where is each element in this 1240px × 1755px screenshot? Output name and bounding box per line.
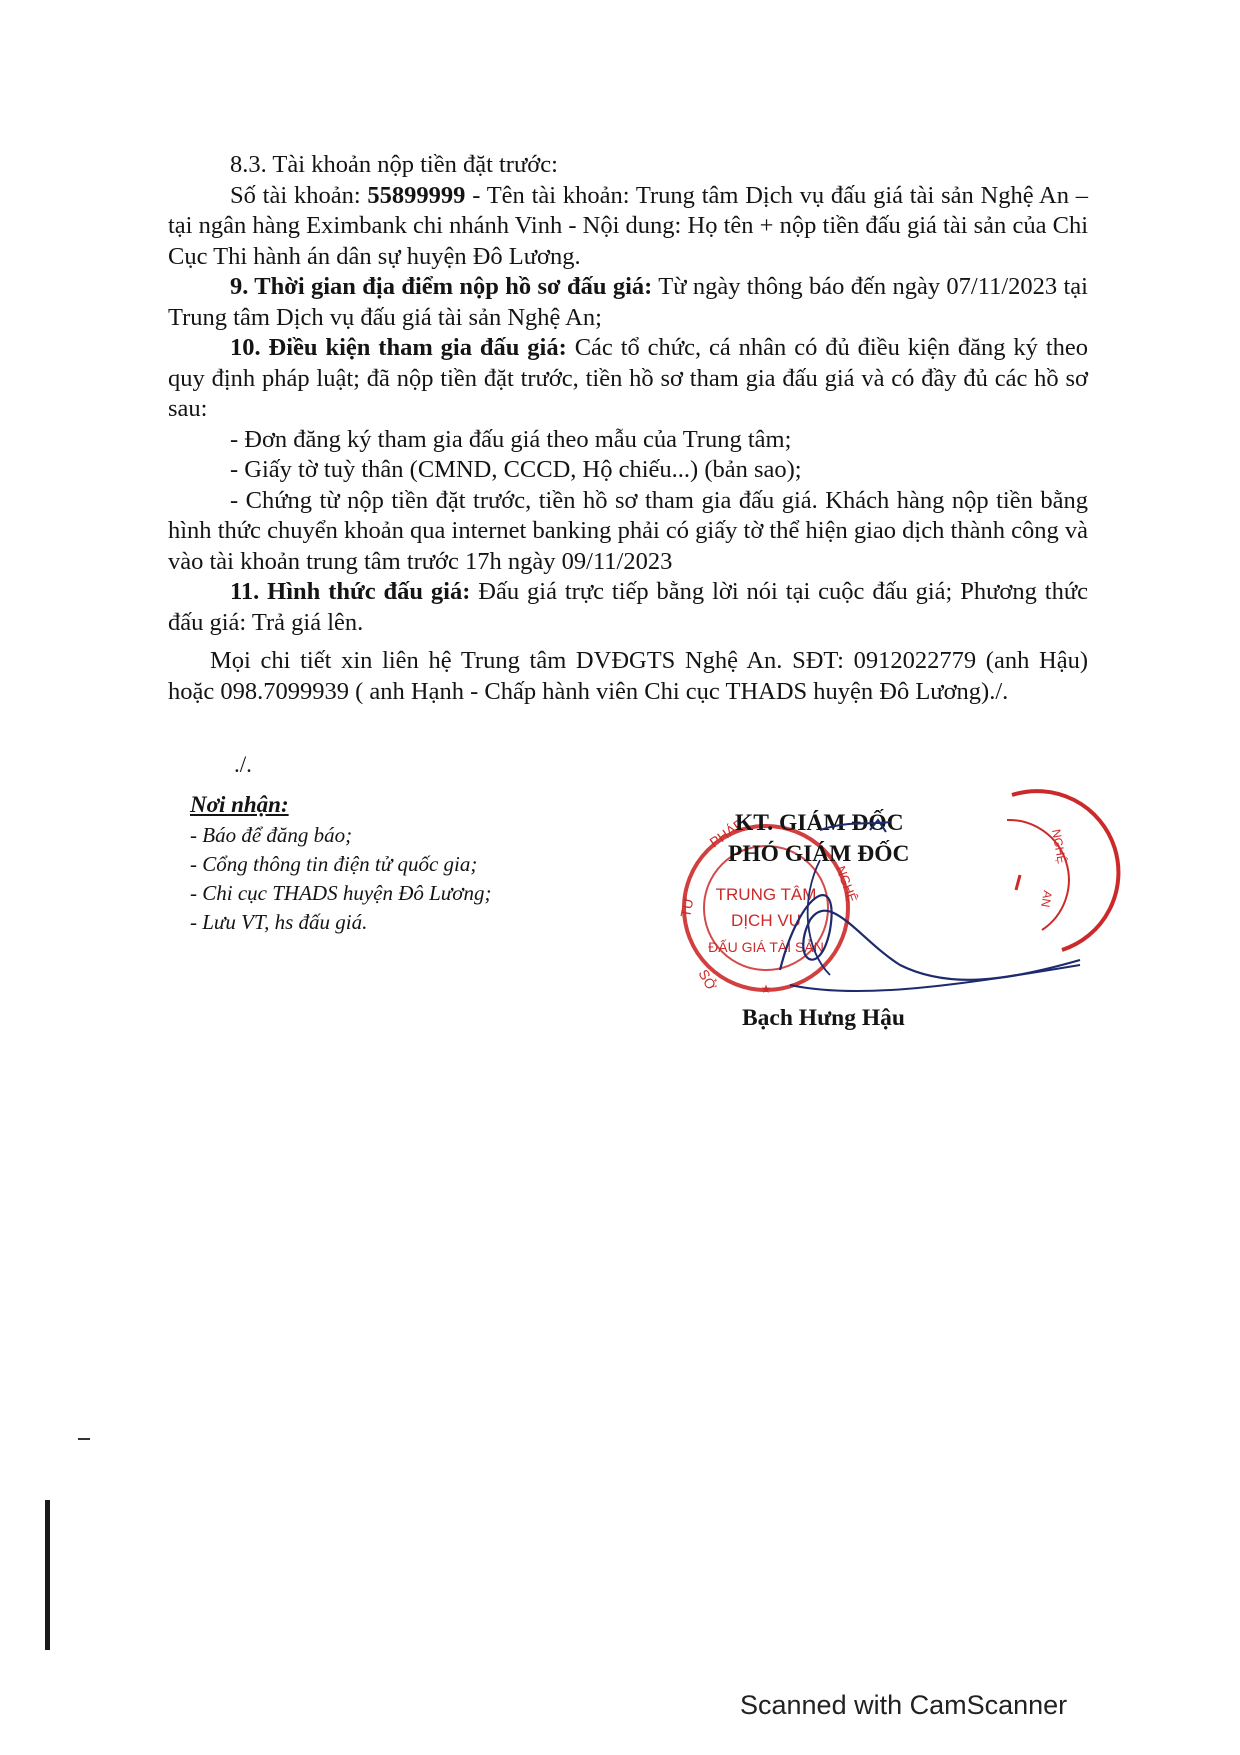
account-label: Số tài khoản: bbox=[230, 181, 368, 209]
section-10-item-1: - Đơn đăng ký tham gia đấu giá theo mẫu của Trung tâm; bbox=[230, 425, 792, 453]
stamp-left-text: TƯ bbox=[677, 895, 697, 919]
recipients-title: Nơi nhận: bbox=[190, 792, 289, 817]
section-10 bbox=[168, 333, 1088, 425]
stamp-bottom-text: SỞ bbox=[695, 966, 720, 993]
section-8-3-account bbox=[168, 181, 1088, 273]
recipient-item: - Lưu VT, hs đấu giá. bbox=[190, 910, 368, 934]
partial-stamp-text: NGHỆ bbox=[1049, 828, 1069, 865]
contact-paragraph: Mọi chi tiết xin liên hệ Trung tâm DVĐGTS Nghệ An. SĐT: 0912022779 (anh Hậu) hoặc 098.7099939 ( anh Hạnh - Chấp hành viên Chi cục THADS huyện Đô Lương)./. bbox=[168, 647, 1088, 705]
section-9-text: Từ ngày thông báo đến ngày 07/11/2023 tại Trung tâm Dịch vụ đấu giá tài sản Nghệ An; bbox=[168, 273, 1088, 331]
section-10-text: Các tổ chức, cá nhân có đủ điều kiện đăng ký theo quy định pháp luật; đã nộp tiền đặt trước, tiền hồ sơ tham gia đấu giá và có đầy đủ các hồ sơ sau: bbox=[168, 334, 1088, 422]
account-details: - Tên tài khoản: Trung tâm Dịch vụ đấu giá tài sản Nghệ An – tại ngân hàng Eximbank chi nhánh Vinh - Nội dung: Họ tên + nộp tiền đấu giá tài sản của Chi Cục Thi hành án dân sự huyện Đô Lương. bbox=[168, 181, 1089, 270]
signer-title-2: PHÓ GIÁM ĐỐC bbox=[728, 841, 910, 867]
stamp-line-3: ĐẤU GIÁ TÀI SẢN bbox=[708, 939, 824, 955]
document-body bbox=[168, 150, 1088, 707]
handwritten-signature bbox=[760, 810, 1090, 1030]
section-8-3-heading: 8.3. Tài khoản nộp tiền đặt trước: bbox=[230, 151, 558, 178]
section-9 bbox=[168, 272, 1088, 333]
stamp-top-text: PHÁP bbox=[706, 815, 747, 851]
section-10-item-3: - Chứng từ nộp tiền đặt trước, tiền hồ sơ tham gia đấu giá. Khách hàng nộp tiền bằng hình thức chuyển khoản qua internet banking phải có giấy tờ thể hiện giao dịch thành công và vào tài khoản trung tâm trước 17h ngày 09/11/2023 bbox=[168, 486, 1088, 575]
section-10-item-2: - Giấy tờ tuỳ thân (CMND, CCCD, Hộ chiếu...) (bản sao); bbox=[230, 456, 802, 483]
section-10-label: 10. Điều kiện tham gia đấu giá: bbox=[230, 334, 567, 361]
recipient-item: - Báo để đăng báo; bbox=[190, 823, 353, 847]
recipient-item: - Chi cục THADS huyện Đô Lương; bbox=[190, 881, 492, 905]
partial-stamp-text-2: AN bbox=[1038, 889, 1055, 909]
recipients-block bbox=[190, 790, 610, 937]
margin-mark bbox=[45, 1500, 50, 1650]
stamp-right-text: NGHỆ bbox=[833, 863, 861, 905]
section-11 bbox=[168, 577, 1088, 638]
scanner-watermark: Scanned with CamScanner bbox=[740, 1690, 1068, 1720]
signer-name: Bạch Hưng Hậu bbox=[742, 1005, 905, 1031]
stamp-line-1: TRUNG TÂM bbox=[715, 885, 817, 904]
stamp-line-2: DỊCH VỤ bbox=[731, 911, 801, 930]
section-9-label: 9. Thời gian địa điểm nộp hồ sơ đấu giá: bbox=[230, 273, 653, 300]
section-11-label: 11. Hình thức đấu giá: bbox=[230, 578, 471, 605]
recipient-item: - Cổng thông tin điện tử quốc gia; bbox=[190, 852, 478, 876]
svg-text:★: ★ bbox=[760, 982, 772, 996]
end-mark: ./. bbox=[234, 752, 252, 777]
section-11-text: Đấu giá trực tiếp bằng lời nói tại cuộc đấu giá; Phương thức đấu giá: Trả giá lên. bbox=[168, 578, 1089, 636]
account-number: 55899999 bbox=[367, 181, 466, 209]
signer-title-1: KT. GIÁM ĐỐC bbox=[735, 810, 904, 836]
margin-dash bbox=[78, 1438, 90, 1440]
